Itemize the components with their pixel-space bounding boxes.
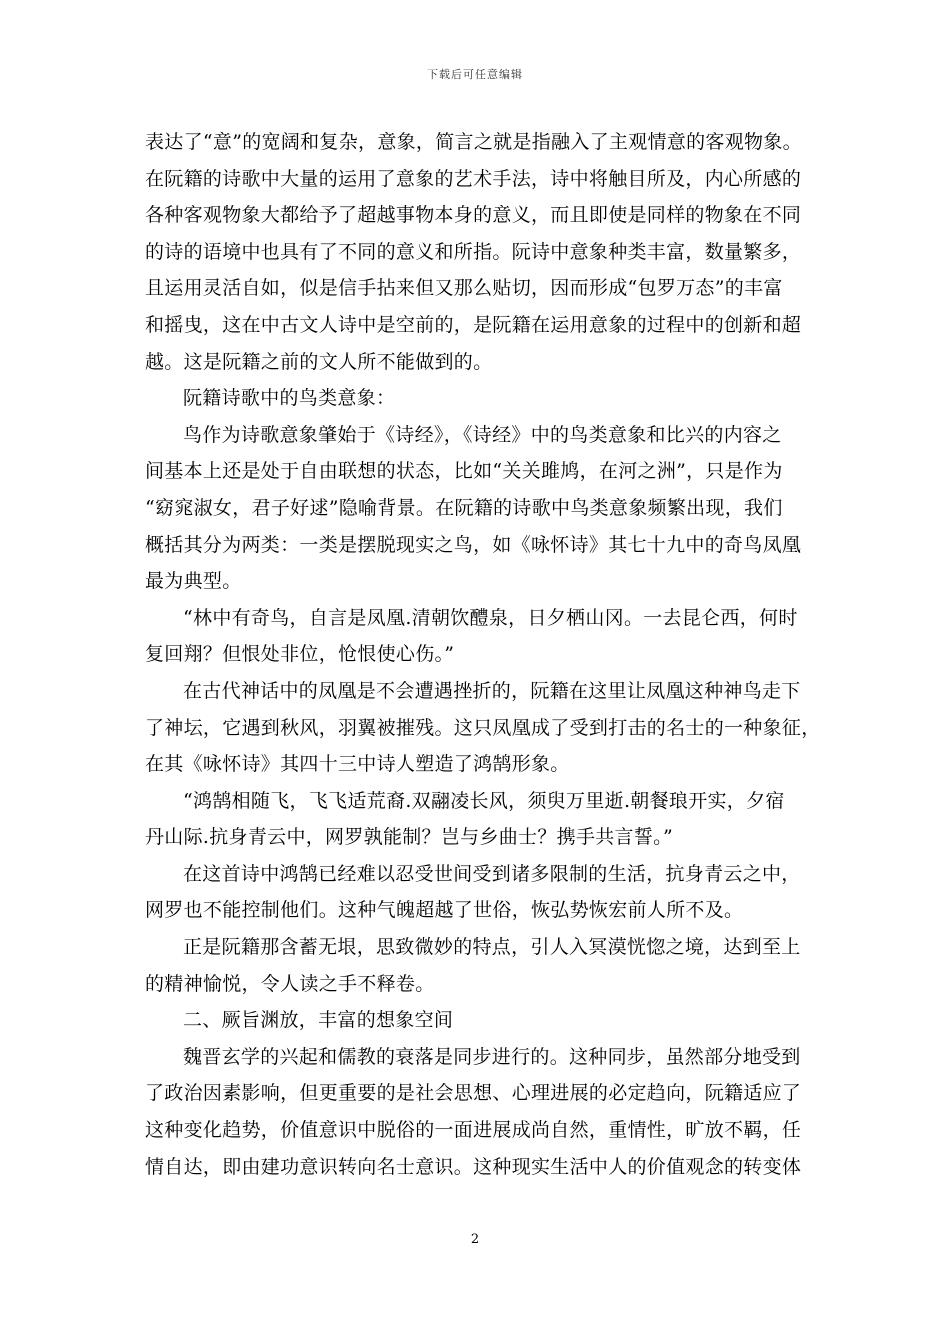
text-line: “窈窕淑女，君子好逑”隐喻背景。在阮籍的诗歌中鸟类意象频繁出现，我们 xyxy=(145,496,783,519)
text-line: 了政治因素影响，但更重要的是社会思想、心理进展的必定趋向，阮籍适应了 xyxy=(145,1082,802,1105)
text-line: 表达了“意”的宽阔和复杂，意象，简言之就是指融入了主观情意的客观物象。 xyxy=(145,131,802,153)
page-number: 2 xyxy=(470,1232,480,1247)
text-line: “林中有奇鸟，自言是凤凰.清朝饮醴泉，日夕栖山冈。一去昆仑西，何时 xyxy=(183,606,798,629)
text-line: 魏晋玄学的兴起和儒教的衰落是同步进行的。这种同步，虽然部分地受到 xyxy=(183,1045,801,1068)
text-line: 各种客观物象大都给予了超越事物本身的意义，而且即使是同样的物象在不同 xyxy=(145,204,802,227)
text-line: 鸟作为诗歌意象肇始于《诗经》，《诗经》中的鸟类意象和比兴的内容之 xyxy=(183,423,782,446)
text-line: 在其《咏怀诗》其四十三中诗人塑造了鸿鹄形象。 xyxy=(145,753,570,776)
text-line: 最为典型。 xyxy=(145,570,242,593)
text-line: 和摇曳，这在中古文人诗中是空前的，是阮籍在运用意象的过程中的创新和超 xyxy=(145,313,802,336)
document-body xyxy=(145,124,821,1185)
text-line: 这种变化趋势，价值意识中脱俗的一面进展成尚自然，重情性，旷放不羁，任 xyxy=(145,1119,802,1142)
text-line: 在阮籍的诗歌中大量的运用了意象的艺术手法，诗中将触目所及，内心所感的 xyxy=(145,167,802,190)
text-line: 阮籍诗歌中的鸟类意象： xyxy=(183,387,396,410)
text-line: 二、厥旨渊放，丰富的想象空间 xyxy=(183,1009,454,1032)
text-line: 的诗的语境中也具有了不同的意义和所指。阮诗中意象种类丰富，数量繁多， xyxy=(145,240,802,263)
text-line: 概括其分为两类：一类是摆脱现实之鸟，如《咏怀诗》其七十九中的奇鸟凤凰 xyxy=(145,533,802,556)
text-line: 网罗也不能控制他们。这种气魄超越了世俗，恢弘势恢宏前人所不及。 xyxy=(145,899,744,922)
text-line: 了神坛，它遇到秋风，羽翼被摧残。这只凤凰成了受到打击的名士的一种象征， xyxy=(145,716,821,739)
text-line: 复回翔？但恨处非位，怆恨使心伤。” xyxy=(145,643,455,666)
text-line: 在这首诗中鸿鹄已经难以忍受世间受到诸多限制的生活，抗身青云之中， xyxy=(183,862,801,885)
text-line: 且运用灵活自如，似是信手拈来但又那么贴切，因而形成“包罗万态”的丰富 xyxy=(145,277,783,300)
text-line: 越。这是阮籍之前的文人所不能做到的。 xyxy=(145,350,493,373)
text-line: 的精神愉悦，令人读之手不释卷。 xyxy=(145,972,435,995)
text-line: 间基本上还是处于自由联想的状态，比如“关关雎鸠，在河之洲”，只是作为 xyxy=(145,460,783,483)
text-line: 情自达，即由建功意识转向名士意识。这种现实生活中人的价值观念的转变体 xyxy=(145,1155,802,1178)
text-line: 丹山际.抗身青云中，网罗孰能制？岂与乡曲士？携手共言誓。” xyxy=(145,826,673,849)
text-line: “鸿鹄相随飞，飞飞适荒裔.双翮凌长风，须臾万里逝.朝餐琅开实，夕宿 xyxy=(183,789,785,812)
text-line: 正是阮籍那含蓄无垠，思致微妙的特点，引人入冥漠恍惚之境，达到至上 xyxy=(183,936,801,959)
page-header: 下载后可任意编辑 xyxy=(427,68,523,81)
text-line: 在古代神话中的凤凰是不会遭遇挫折的，阮籍在这里让凤凰这种神鸟走下 xyxy=(183,679,801,702)
